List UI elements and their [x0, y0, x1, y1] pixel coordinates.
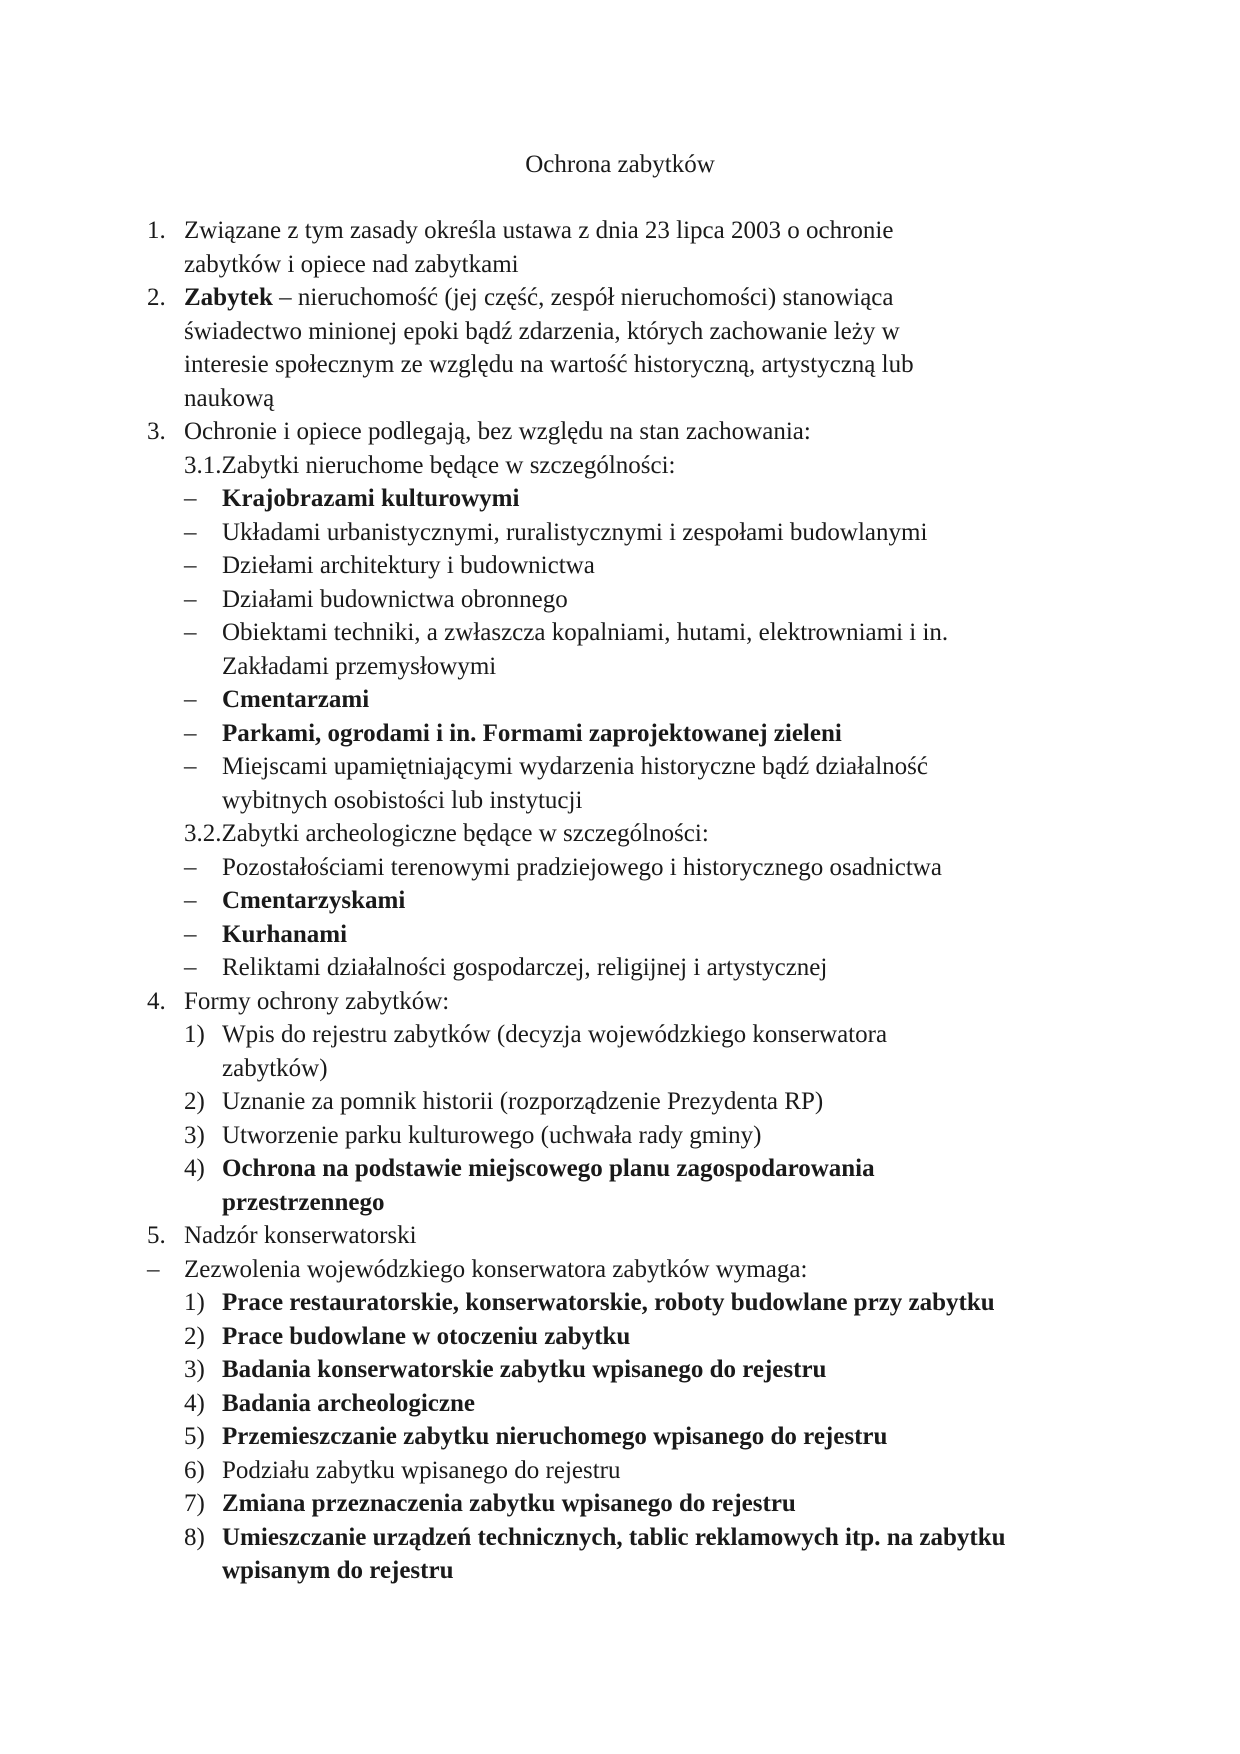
definition-text: świadectwo minionej epoki bądź zdarzenia, których zachowanie leży w: [184, 317, 900, 345]
bullet-item: – Miejscami upamiętniającymi wydarzenia historyczne bądź działalność: [0, 750, 1240, 784]
numbered-point: 4) Badania archeologiczne: [0, 1387, 1240, 1421]
bullet-item: – Pozostałościami terenowymi pradziejowego i historycznego osadnictwa: [0, 851, 1240, 885]
numbered-point: 6) Podziału zabytku wpisanego do rejestru: [0, 1454, 1240, 1488]
numbered-point: 7) Zmiana przeznaczenia zabytku wpisanego do rejestru: [0, 1487, 1240, 1521]
point-continuation: przestrzennego: [222, 1188, 385, 1216]
list-item-1: [0, 214, 1240, 281]
item-text: Nadzór konserwatorski: [184, 1222, 417, 1249]
subsection-heading: 3.2.Zabytki archeologiczne będące w szczególności:: [184, 820, 709, 847]
item-number: 4.: [147, 987, 166, 1015]
dash-bullet: –: [147, 1255, 160, 1283]
point-number: 1): [184, 1289, 205, 1316]
defined-term: Zabytek: [184, 284, 273, 311]
point-continuation: wpisanym do rejestru: [222, 1557, 454, 1584]
bullet-item: – Reliktami działalności gospodarczej, religijnej i artystycznej: [0, 951, 1240, 985]
dash-bullet: –: [184, 485, 197, 512]
definition-text: – nieruchomość (jej część, zespół nieruchomości) stanowiąca: [272, 284, 894, 311]
point-number: 4): [184, 1155, 205, 1182]
bullet-item: – Cmentarzyskami: [0, 884, 1240, 918]
numbered-point: 3) Utworzenie parku kulturowego (uchwała rady gminy): [0, 1119, 1240, 1153]
numbered-point: 4) Ochrona na podstawie miejscowego planu zagospodarowania: [0, 1152, 1240, 1186]
bullet-item: – Krajobrazami kulturowymi: [0, 482, 1240, 516]
item-number: 1.: [147, 217, 166, 244]
bullet-item: – Obiektami techniki, a zwłaszcza kopalniami, hutami, elektrowniami i in.: [0, 616, 1240, 650]
item-number: 5.: [147, 1222, 166, 1249]
numbered-point: 2) Prace budowlane w otoczeniu zabytku: [0, 1320, 1240, 1354]
numbered-point: 2) Uznanie za pomnik historii (rozporządzenie Prezydenta RP): [0, 1085, 1240, 1119]
numbered-point: 8) Umieszczanie urządzeń technicznych, tablic reklamowych itp. na zabytku: [0, 1521, 1240, 1555]
point-continuation: zabytków): [222, 1054, 328, 1082]
definition-text: naukową: [184, 384, 275, 412]
item-text: Zezwolenia wojewódzkiego konserwatora zabytków wymaga:: [184, 1255, 808, 1283]
dash-bullet: –: [184, 920, 197, 948]
bullet-item: – Kurhanami: [0, 918, 1240, 952]
point-number: 2): [184, 1322, 205, 1350]
dash-bullet: –: [184, 954, 197, 981]
item-number: 3.: [147, 418, 166, 445]
dash-bullet: –: [184, 552, 197, 579]
dash-bullet: –: [184, 719, 197, 747]
bullet-item: – Układami urbanistycznymi, ruralistycznymi i zespołami budowlanymi: [0, 516, 1240, 550]
definition-text: interesie społecznym ze względu na wartość historyczną, artystyczną lub: [184, 351, 914, 378]
bullet-continuation: Zakładami przemysłowymi: [222, 652, 497, 680]
list-item-4: [0, 985, 1240, 1220]
point-number: 4): [184, 1389, 205, 1417]
list-item-2: [0, 281, 1240, 415]
dash-bullet: –: [184, 887, 197, 914]
dash-bullet: –: [184, 619, 197, 646]
point-number: 7): [184, 1490, 205, 1517]
dash-bullet: –: [184, 585, 197, 613]
point-number: 8): [184, 1523, 205, 1551]
dash-bullet: –: [184, 686, 197, 713]
item-text: Ochronie i opiece podlegają, bez względu na stan zachowania:: [184, 418, 811, 445]
point-number: 2): [184, 1088, 205, 1115]
bullet-item: – Cmentarzami: [0, 683, 1240, 717]
subsection-heading: 3.1.Zabytki nieruchome będące w szczególności:: [184, 451, 676, 479]
document-body: [0, 214, 1240, 1588]
point-number: 6): [184, 1456, 205, 1484]
list-item-3: [0, 415, 1240, 985]
item-number: 2.: [147, 284, 166, 311]
item-text: Formy ochrony zabytków:: [184, 987, 450, 1015]
numbered-point: 1) Prace restauratorskie, konserwatorskie, roboty budowlane przy zabytku: [0, 1286, 1240, 1320]
numbered-point: 1) Wpis do rejestru zabytków (decyzja wojewódzkiego konserwatora: [0, 1018, 1240, 1052]
dash-bullet: –: [184, 518, 197, 546]
item-text: Związane z tym zasady określa ustawa z dnia 23 lipca 2003 o ochronie: [184, 217, 894, 244]
bullet-continuation: wybitnych osobistości lub instytucji: [222, 786, 583, 814]
numbered-point: 5) Przemieszczanie zabytku nieruchomego wpisanego do rejestru: [0, 1420, 1240, 1454]
bullet-item: – Dziełami architektury i budownictwa: [0, 549, 1240, 583]
bullet-item: – Parkami, ogrodami i in. Formami zaprojektowanej zieleni: [0, 717, 1240, 751]
point-number: 3): [184, 1356, 205, 1383]
dash-bullet: –: [184, 753, 197, 780]
point-number: 1): [184, 1021, 205, 1048]
list-item-5: [0, 1219, 1240, 1588]
item-text: zabytków i opiece nad zabytkami: [184, 250, 519, 278]
numbered-point: 3) Badania konserwatorskie zabytku wpisanego do rejestru: [0, 1353, 1240, 1387]
bullet-item: – Działami budownictwa obronnego: [0, 583, 1240, 617]
point-number: 3): [184, 1121, 205, 1149]
document-title: Ochrona zabytków: [525, 151, 715, 178]
point-number: 5): [184, 1423, 205, 1450]
dash-bullet: –: [184, 853, 197, 881]
